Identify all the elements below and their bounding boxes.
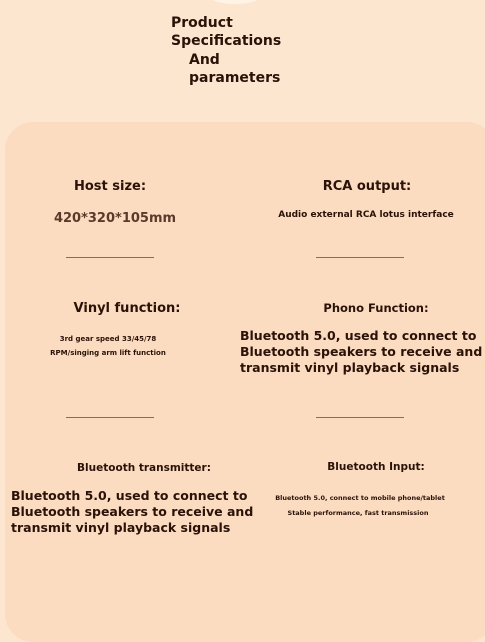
heading-line-and: And — [189, 52, 220, 68]
vinyl-function-title: Vinyl function: — [73, 301, 181, 316]
phono-function-line1: Bluetooth 5.0, used to connect to — [240, 328, 477, 343]
vinyl-function-line2: RPM/singing arm lift function — [50, 349, 166, 357]
bt-input-line2: Stable performance, fast transmission — [287, 509, 429, 517]
heading-line-product: Product — [171, 15, 233, 31]
heading-line-parameters: parameters — [189, 70, 281, 86]
phono-function-value — [240, 328, 482, 376]
bt-transmitter-title: Bluetooth transmitter: — [77, 462, 211, 474]
vinyl-function-line1: 3rd gear speed 33/45/78 — [59, 335, 157, 343]
bt-transmitter-value — [11, 488, 253, 536]
bt-input-line1: Bluetooth 5.0, connect to mobile phone/tablet — [275, 494, 445, 502]
specs-panel — [5, 122, 485, 642]
top-decoration — [205, 0, 265, 4]
phono-function-line3: transmit vinyl playback signals — [240, 360, 460, 375]
divider — [66, 257, 154, 258]
rca-output-value: Audio external RCA lotus interface — [278, 210, 454, 220]
host-size-value: 420*320*105mm — [53, 211, 177, 226]
rca-output-title: RCA output: — [322, 179, 412, 194]
phono-function-title: Phono Function: — [323, 301, 429, 315]
divider — [316, 417, 404, 418]
bt-input-title: Bluetooth Input: — [327, 461, 425, 473]
bt-transmitter-line2: Bluetooth speakers to receive and — [11, 504, 254, 519]
host-size-title: Host size: — [73, 179, 147, 194]
phono-function-line2: Bluetooth speakers to receive and — [240, 344, 483, 359]
divider — [66, 417, 154, 418]
bt-transmitter-line1: Bluetooth 5.0, used to connect to — [11, 488, 248, 503]
divider — [316, 257, 404, 258]
heading-line-specifications: Specifications — [171, 33, 282, 49]
bt-transmitter-line3: transmit vinyl playback signals — [11, 520, 231, 535]
